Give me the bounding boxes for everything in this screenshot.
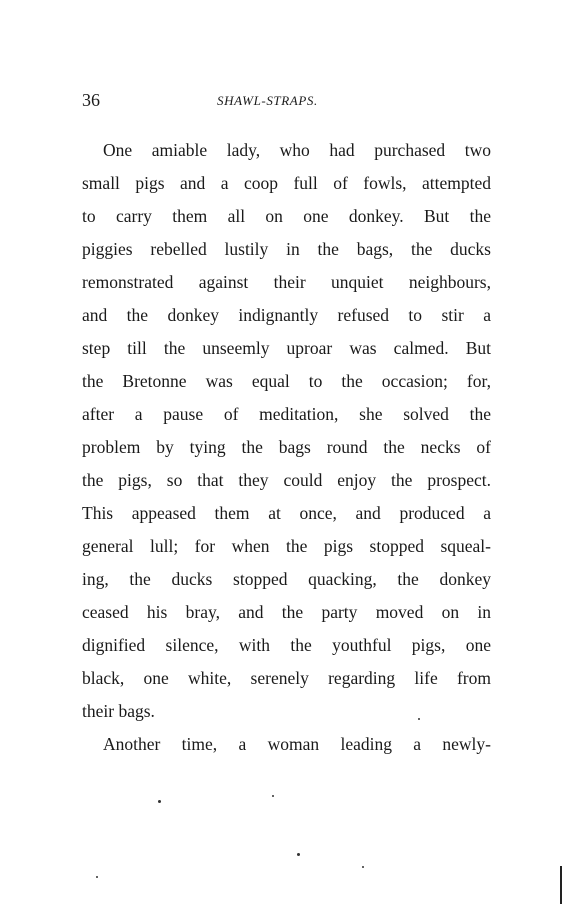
text-line: Another time, a woman leading a newly- bbox=[103, 734, 491, 754]
text-line: This appeased them at once, and produced a bbox=[82, 503, 491, 523]
text-line: ing, the ducks stopped quacking, the donkey bbox=[82, 569, 491, 589]
text-line: ceased his bray, and the party moved on in bbox=[82, 602, 491, 622]
scan-speck bbox=[158, 800, 161, 803]
text-line: One amiable lady, who had purchased two bbox=[103, 140, 491, 160]
scan-speck bbox=[418, 718, 420, 720]
text-line: dignified silence, with the youthful pigs, one bbox=[82, 635, 491, 655]
text-line: general lull; for when the pigs stopped squeal- bbox=[82, 536, 491, 556]
text-line: after a pause of meditation, she solved the bbox=[82, 404, 491, 424]
scan-speck bbox=[297, 853, 300, 856]
text-line: and the donkey indignantly refused to stir a bbox=[82, 305, 491, 325]
running-title: SHAWL-STRAPS. bbox=[217, 93, 318, 108]
page-edge-mark bbox=[560, 866, 562, 904]
text-line: problem by tying the bags round the necks of bbox=[82, 437, 491, 457]
body-text bbox=[82, 134, 491, 761]
paragraph bbox=[82, 728, 491, 761]
text-line: to carry them all on one donkey. But the bbox=[82, 206, 491, 226]
text-line: the Bretonne was equal to the occasion; for, bbox=[82, 371, 491, 391]
paragraph bbox=[82, 134, 491, 728]
text-line: small pigs and a coop full of fowls, attempted bbox=[82, 173, 491, 193]
text-line: remonstrated against their unquiet neighbours, bbox=[82, 272, 491, 292]
text-line: the pigs, so that they could enjoy the prospect. bbox=[82, 470, 491, 490]
text-line: black, one white, serenely regarding life from bbox=[82, 668, 491, 688]
text-line: piggies rebelled lustily in the bags, the ducks bbox=[82, 239, 491, 259]
scan-speck bbox=[362, 866, 364, 868]
scan-speck bbox=[96, 876, 98, 878]
page-number: 36 bbox=[82, 90, 100, 110]
scan-speck bbox=[272, 795, 274, 797]
text-line: their bags. bbox=[82, 701, 155, 721]
text-line: step till the unseemly uproar was calmed. But bbox=[82, 338, 491, 358]
page-header bbox=[82, 88, 492, 112]
